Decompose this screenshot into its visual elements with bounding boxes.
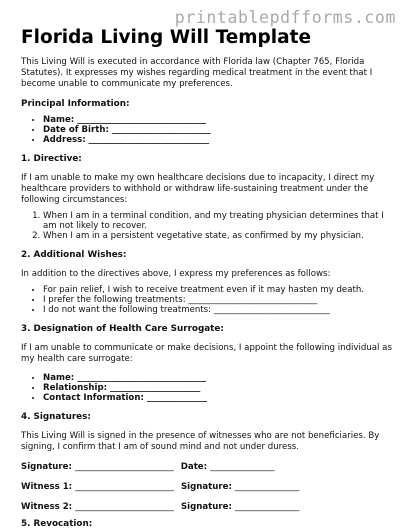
surrogate-name-field: • Name: ______________________________ <box>43 373 393 383</box>
surrogate-contact-field: • Contact Information: ______________ <box>43 393 393 403</box>
revocation-heading: 5. Revocation: <box>21 519 93 529</box>
document-title: Florida Living Will Template <box>21 27 312 48</box>
surrogate-heading: 3. Designation of Health Care Surrogate: <box>21 324 224 334</box>
directive-list <box>21 211 393 241</box>
directive-item: 1. When I am in a terminal condition, and my treating physician determines that I am not likely to recover. <box>43 211 393 231</box>
principal-list <box>21 115 393 145</box>
surrogate-relationship-field: • Relationship: _____________________ <box>43 383 393 393</box>
wishes-heading: 2. Additional Wishes: <box>21 250 127 260</box>
intro-paragraph: This Living Will is executed in accordance with Florida law (Chapter 765, Florida Statutes). It expresses my wishes regarding medical treatment in the event that I become unable to communicate my preferences. <box>21 57 373 89</box>
surrogate-paragraph: If I am unable to communicate or make decisions, I appoint the following individual as my health care surrogate: <box>21 343 392 364</box>
signature-row <box>21 462 393 473</box>
witness1-signature-line: _______________ <box>234 482 300 492</box>
wishes-paragraph: In addition to the directives above, I express my preferences as follows: <box>21 269 331 279</box>
wishes-item: • I prefer the following treatments: ______________________________ <box>43 295 393 305</box>
directive-paragraph: If I am unable to make my own healthcare decisions due to incapacity, I direct my healthcare providers to withhold or withdraw life-sustaining treatment under the following circumstances: <box>21 173 375 205</box>
date-line: _______________ <box>210 462 275 472</box>
witness2-signature-label: Signature: <box>180 502 232 512</box>
principal-heading: Principal Information: <box>21 99 130 109</box>
witness1-row <box>21 482 393 493</box>
wishes-list <box>21 285 393 315</box>
signatures-paragraph: This Living Will is signed in the presence of witnesses who are not beneficiaries. By signing, I confirm that I am of sound mind and not under duress. <box>21 431 380 452</box>
witness2-signature-line: _______________ <box>234 502 300 512</box>
directive-heading: 1. Directive: <box>21 154 82 164</box>
wishes-item: • I do not want the following treatments: ___________________________ <box>43 305 393 315</box>
directive-item: 2. When I am in a persistent vegetative state, as confirmed by my physician. <box>43 231 393 241</box>
date-label: Date: <box>180 462 208 472</box>
witness2-row <box>21 502 393 513</box>
watermark: printablepdfforms.com <box>174 8 396 27</box>
witness2-line: _______________________ <box>75 502 174 512</box>
wishes-item: • For pain relief, I wish to receive treatment even if it may hasten my death. <box>43 285 393 295</box>
witness2-label: Witness 2: <box>21 502 73 512</box>
principal-name-field: • Name: ______________________________ <box>43 115 393 125</box>
principal-address-field: • Address: ____________________________ <box>43 135 393 145</box>
witness1-label: Witness 1: <box>21 482 73 492</box>
principal-dob-field: • Date of Birth: _______________________ <box>43 125 393 135</box>
signature-line: _______________________ <box>74 462 174 472</box>
signatures-heading: 4. Signatures: <box>21 412 91 422</box>
document-page <box>21 27 393 530</box>
witness1-line: _______________________ <box>75 482 174 492</box>
signature-label: Signature: <box>21 462 72 472</box>
surrogate-list <box>21 373 393 403</box>
witness1-signature-label: Signature: <box>180 482 232 492</box>
